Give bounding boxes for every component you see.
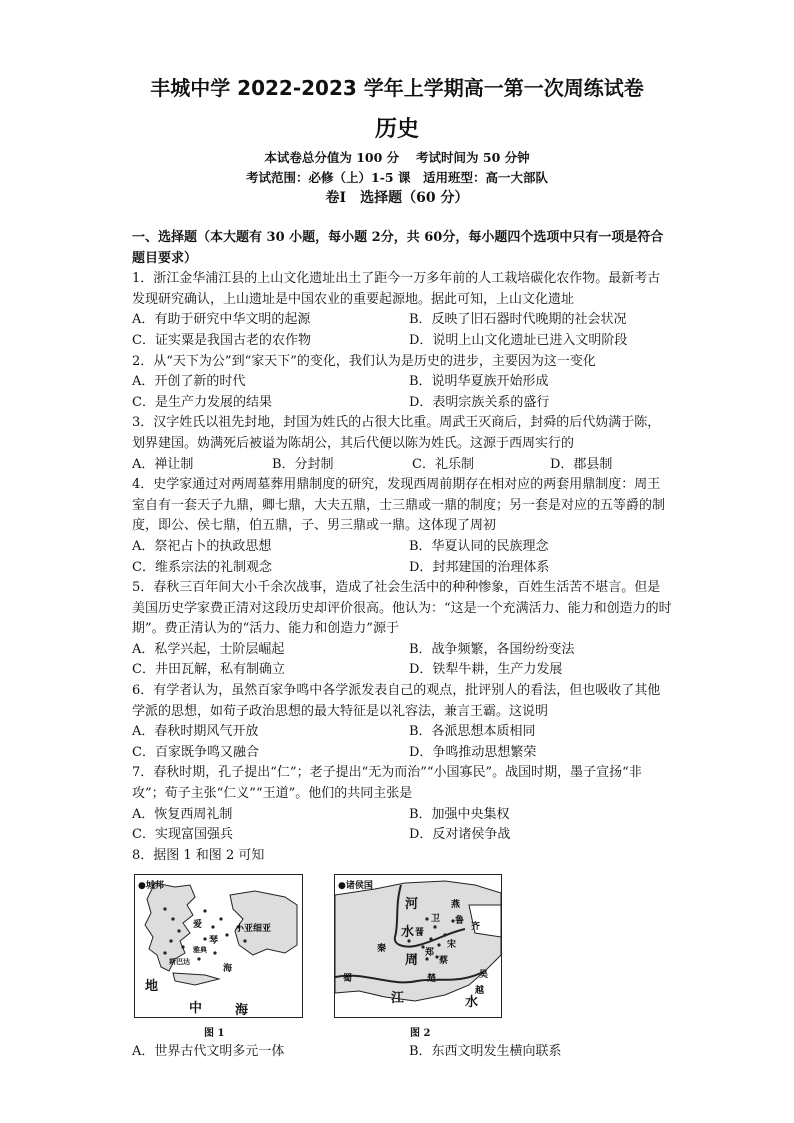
- map-label: 水: [465, 995, 479, 1010]
- exam-title: 丰城中学 2022-2023 学年上学期高一第一次周练试卷: [150, 76, 644, 100]
- question-stem: 8．据图 1 和图 2 可知: [132, 847, 265, 863]
- option-group: [132, 640, 672, 681]
- option[interactable]: D．郡县制: [550, 456, 613, 472]
- map-label: 小亚细亚: [235, 924, 272, 934]
- option[interactable]: C．维系宗法的礼制观念: [132, 559, 272, 575]
- option[interactable]: C．百家既争鸣又融合: [132, 744, 259, 760]
- map-label: 吴: [479, 970, 489, 980]
- option-group: [132, 722, 672, 763]
- option[interactable]: B．反映了旧石器时代晚期的社会状况: [409, 312, 627, 328]
- option[interactable]: B．华夏认同的民族理念: [409, 538, 549, 554]
- map-label: 鲁: [455, 916, 465, 926]
- map-label: 水: [401, 925, 415, 940]
- map-label: 海: [235, 1003, 249, 1018]
- question-stem: 3．汉字姓氏以祖先封地，封国为姓氏的占很大比重。周武王灭商后，封舜的后代妫满于陈，划界建国。妫满死后被谥为陈胡公，其后代便以陈为姓氏。这源于西周实行的: [132, 415, 661, 451]
- figure-1-caption: 图 1: [204, 1028, 225, 1039]
- option[interactable]: B．东西文明发生横向联系: [409, 1044, 562, 1059]
- question-stem: 6．有学者认为，虽然百家争鸣中各学派发表自己的观点，批评别人的看法，但也吸收了其他学派的思想，如荀子政治思想的最大特征是以礼容法，兼言王霸。这说明: [132, 683, 661, 719]
- option-group: [132, 1040, 672, 1059]
- map-label: 爱: [193, 920, 203, 930]
- subject-title: 历史: [374, 117, 419, 142]
- instructions: 一、选择题（本大题有 30 小题，每小题 2分，共 60分，每小题四个选项中只有一项是符合题目要求）: [132, 230, 664, 266]
- figure-1-legend: ●城邦: [138, 881, 164, 891]
- option[interactable]: D．争鸣推动思想繁荣: [409, 744, 537, 760]
- option[interactable]: B．说明华夏族开始形成: [409, 374, 549, 390]
- map-label: 郑: [425, 948, 435, 958]
- question-list: [132, 228, 672, 866]
- option[interactable]: B．分封制: [272, 456, 334, 472]
- map-label: 秦: [377, 944, 387, 954]
- map-label: 雅典: [193, 945, 207, 954]
- option[interactable]: A．祭祀占卜的执政思想: [132, 538, 272, 554]
- option[interactable]: A．有助于研究中华文明的起源: [132, 312, 311, 328]
- figure-2-legend: ●诸侯国: [338, 881, 373, 891]
- option-group: [132, 805, 672, 846]
- option[interactable]: A．世界古代文明多元一体: [132, 1044, 285, 1059]
- map-label: 周: [405, 953, 419, 968]
- exam-meta-scope: 考试范围：必修（上）1-5 课 适用班型：高一大部队: [246, 170, 548, 185]
- option[interactable]: C．是生产力发展的结果: [132, 394, 272, 410]
- map-label: 蜀: [343, 974, 353, 984]
- option[interactable]: D．表明宗族关系的盛行: [409, 394, 550, 410]
- map-label: 蔡: [439, 956, 449, 966]
- option[interactable]: D．说明上山文化遗址已进入文明阶段: [409, 332, 628, 348]
- map-label: 宋: [447, 940, 457, 950]
- figure-row: [134, 874, 674, 1039]
- option[interactable]: D．封邦建国的治理体系: [409, 559, 550, 575]
- option[interactable]: C．礼乐制: [412, 456, 474, 472]
- option-group: [132, 372, 672, 413]
- option[interactable]: B．战争频繁，各国纷纷变法: [409, 641, 575, 657]
- map-label: 楚: [427, 974, 437, 984]
- option[interactable]: D．铁犁牛耕，生产力发展: [409, 662, 563, 678]
- exam-meta-score-time: 本试卷总分值为 100 分 考试时间为 50 分钟: [264, 150, 530, 165]
- option[interactable]: C．证实粟是我国古老的农作物: [132, 332, 311, 348]
- option[interactable]: B．各派思想本质相同: [409, 724, 536, 740]
- map-label: 斯巴达: [169, 957, 190, 966]
- figure-2-caption: 图 2: [410, 1028, 431, 1039]
- map-label: 海: [223, 964, 233, 974]
- option-group: [132, 455, 672, 476]
- question-stem: 4．史学家通过对两周墓葬用鼎制度的研究，发现西周前期存在相对应的两套用鼎制度：周王室自有一套天子九鼎，卿七鼎，大夫五鼎，士三鼎或一鼎的制度；另一套是对应的五等爵的制度，即公、侯七鼎，伯五鼎，子、男三鼎或一鼎。这体现了周初: [132, 477, 666, 534]
- option[interactable]: A．私学兴起，士阶层崛起: [132, 641, 285, 657]
- question-stem: 5．春秋三百年间大小千余次战事，造成了社会生活中的种种惨象，百姓生活苦不堪言。但是美国历史学家费正清对这段历史却评价很高。他认为：“这是一个充满活力、能力和创造力的时期”。费正清认为的“活力、能力和创造力”源于: [132, 580, 672, 637]
- map-label: 齐: [471, 922, 481, 932]
- option[interactable]: A．恢复西周礼制: [132, 806, 233, 822]
- map-label: 河: [405, 897, 419, 912]
- map-label: 越: [475, 986, 485, 996]
- greece-map-graphic: [135, 875, 302, 1017]
- section-heading: 卷Ⅰ 选择题（60 分）: [325, 190, 469, 206]
- option-group: [132, 310, 672, 351]
- question-stem: 1．浙江金华浦江县的上山文化遗址出土了距今一万多年前的人工栽培碳化农作物。最新考古发现研究确认，上山遗址是中国农业的重要起源地。据此可知，上山文化遗址: [132, 271, 661, 307]
- figure-1-map: [134, 874, 303, 1018]
- option-group: [132, 537, 672, 578]
- option[interactable]: A．开创了新的时代: [132, 374, 246, 390]
- option[interactable]: A．春秋时期风气开放: [132, 724, 259, 740]
- option[interactable]: C．井田瓦解，私有制确立: [132, 662, 285, 678]
- map-label: 卫: [431, 914, 441, 924]
- figure-2-map: [334, 874, 502, 1018]
- question-stem: 7．春秋时期，孔子提出“仁”；老子提出“无为而治”“小国寡民”。战国时期，墨子宣扬“非攻”；荀子主张“仁义”“王道”。他们的共同主张是: [132, 765, 642, 802]
- option[interactable]: B．加强中央集权: [409, 806, 510, 822]
- option[interactable]: C．实现富国强兵: [132, 827, 233, 843]
- map-label: 晋: [415, 928, 425, 938]
- map-label: 燕: [451, 900, 461, 910]
- map-label: 江: [391, 991, 405, 1006]
- map-label: 地: [145, 979, 159, 994]
- map-label: 琴: [209, 936, 219, 946]
- map-label: 中: [189, 1001, 203, 1016]
- option[interactable]: A．禅让制: [132, 456, 194, 472]
- option[interactable]: D．反对诸侯争战: [409, 827, 511, 843]
- question-stem: 2．从“天下为公”到“家天下”的变化，我们认为是历史的进步，主要因为这一变化: [132, 353, 596, 369]
